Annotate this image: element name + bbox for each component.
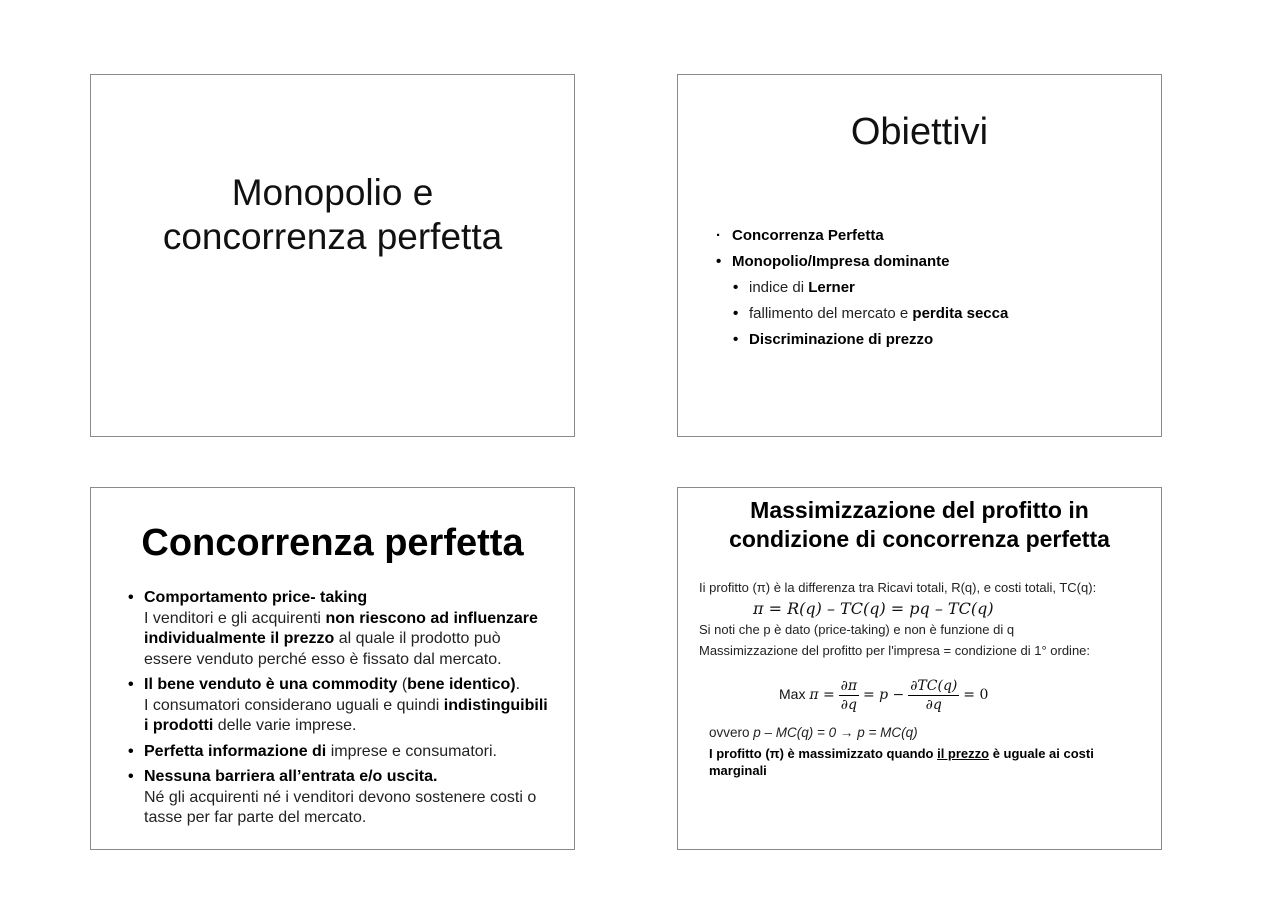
- profit-equation: π = R(q) – TC(q) = pq – TC(q): [753, 599, 994, 618]
- item-bold: perdita secca: [912, 305, 1009, 322]
- text: .: [515, 676, 521, 693]
- denominator: ∂q: [925, 697, 942, 713]
- bullet-list: [128, 588, 548, 834]
- denominator: ∂q: [840, 697, 857, 713]
- text: delle varie imprese.: [213, 717, 357, 734]
- text: I consumatori considerano uguali e quindi: [144, 696, 444, 714]
- slide-profit-maximization: [677, 487, 1162, 850]
- mc-line: [709, 724, 1149, 741]
- slide-objectives: [677, 74, 1162, 437]
- text: al quale il prodotto può essere venduto perché esso è fissato dal mercato.: [144, 630, 502, 668]
- mc-equation: p – MC(q) = 0 → p = MC(q): [753, 725, 918, 740]
- underlined-text: il prezzo: [937, 746, 990, 761]
- max-label: Max: [779, 686, 806, 703]
- max-equation: [779, 677, 1149, 714]
- title-line: Monopolio e: [231, 172, 434, 213]
- list-item: [733, 305, 1008, 331]
- eq-part: = p −: [862, 687, 905, 704]
- text: ovvero: [709, 725, 754, 740]
- bullet-head: Il bene venduto è una commodity: [144, 676, 398, 693]
- list-item: • Monopolio/Impresa dominante: [716, 253, 1008, 279]
- bullet-item: [128, 767, 548, 829]
- paragraph: Si noti che p è dato (price-taking) e non è funzione di q: [699, 622, 1015, 637]
- slide-heading: Obiettivi: [850, 111, 989, 153]
- objectives-list: [716, 227, 1008, 357]
- text: Né gli acquirenti né i venditori devono sostenere costi o tasse per far parte del mercato.: [144, 788, 537, 826]
- bold-text: non riescono ad influenzare individualmente il prezzo: [144, 609, 538, 647]
- list-item: • Discriminazione di prezzo: [733, 331, 1008, 357]
- numerator: ∂π: [840, 678, 858, 694]
- item-text: fallimento del mercato e: [749, 305, 913, 322]
- title-line: concorrenza perfetta: [162, 216, 503, 257]
- eq-part: = 0: [963, 687, 989, 704]
- bullet-item: [128, 742, 548, 763]
- bullet-head: Comportamento price- taking: [144, 589, 368, 606]
- paragraph: Ii profitto (π) è la differenza tra Ricavi totali, R(q), e costi totali, TC(q):: [699, 580, 1097, 595]
- text: (: [397, 676, 408, 693]
- item-text: indice di: [749, 279, 809, 296]
- bullet-item: [128, 588, 548, 670]
- bullet-head: Nessuna barriera all’entrata e/o uscita.: [144, 768, 438, 785]
- bullet-head: Perfetta informazione di: [144, 742, 327, 760]
- slide-title-heading: [91, 171, 574, 259]
- text: è uguale ai costi marginali: [709, 746, 1094, 778]
- text: I venditori e gli acquirenti: [144, 609, 326, 627]
- text: imprese e consumatori.: [326, 742, 497, 760]
- bold-text: indistinguibili i prodotti: [144, 696, 548, 734]
- paragraph: Massimizzazione del profitto per l'impresa = condizione di 1° ordine:: [699, 643, 1091, 658]
- list-item: · Concorrenza Perfetta: [716, 227, 1008, 253]
- slide-body: [699, 579, 1149, 779]
- fraction: [839, 677, 859, 714]
- fraction: [908, 677, 959, 714]
- title-line: Massimizzazione del profitto in: [750, 497, 1089, 523]
- slide-title: [90, 74, 575, 437]
- bold-text: bene identico): [407, 676, 516, 693]
- slide-perfect-competition: [90, 487, 575, 850]
- bullet-item: [128, 675, 548, 737]
- text: I profitto (π) è massimizzato quando: [709, 746, 938, 761]
- eq-part: π =: [809, 687, 835, 704]
- slide-heading: [678, 496, 1161, 554]
- item-bold: Lerner: [808, 279, 855, 296]
- slide-heading: Concorrenza perfetta: [141, 522, 524, 564]
- list-item: [733, 279, 1008, 305]
- conclusion: [709, 745, 1129, 779]
- numerator: ∂TC(q): [910, 678, 958, 694]
- title-line: condizione di concorrenza perfetta: [729, 526, 1110, 552]
